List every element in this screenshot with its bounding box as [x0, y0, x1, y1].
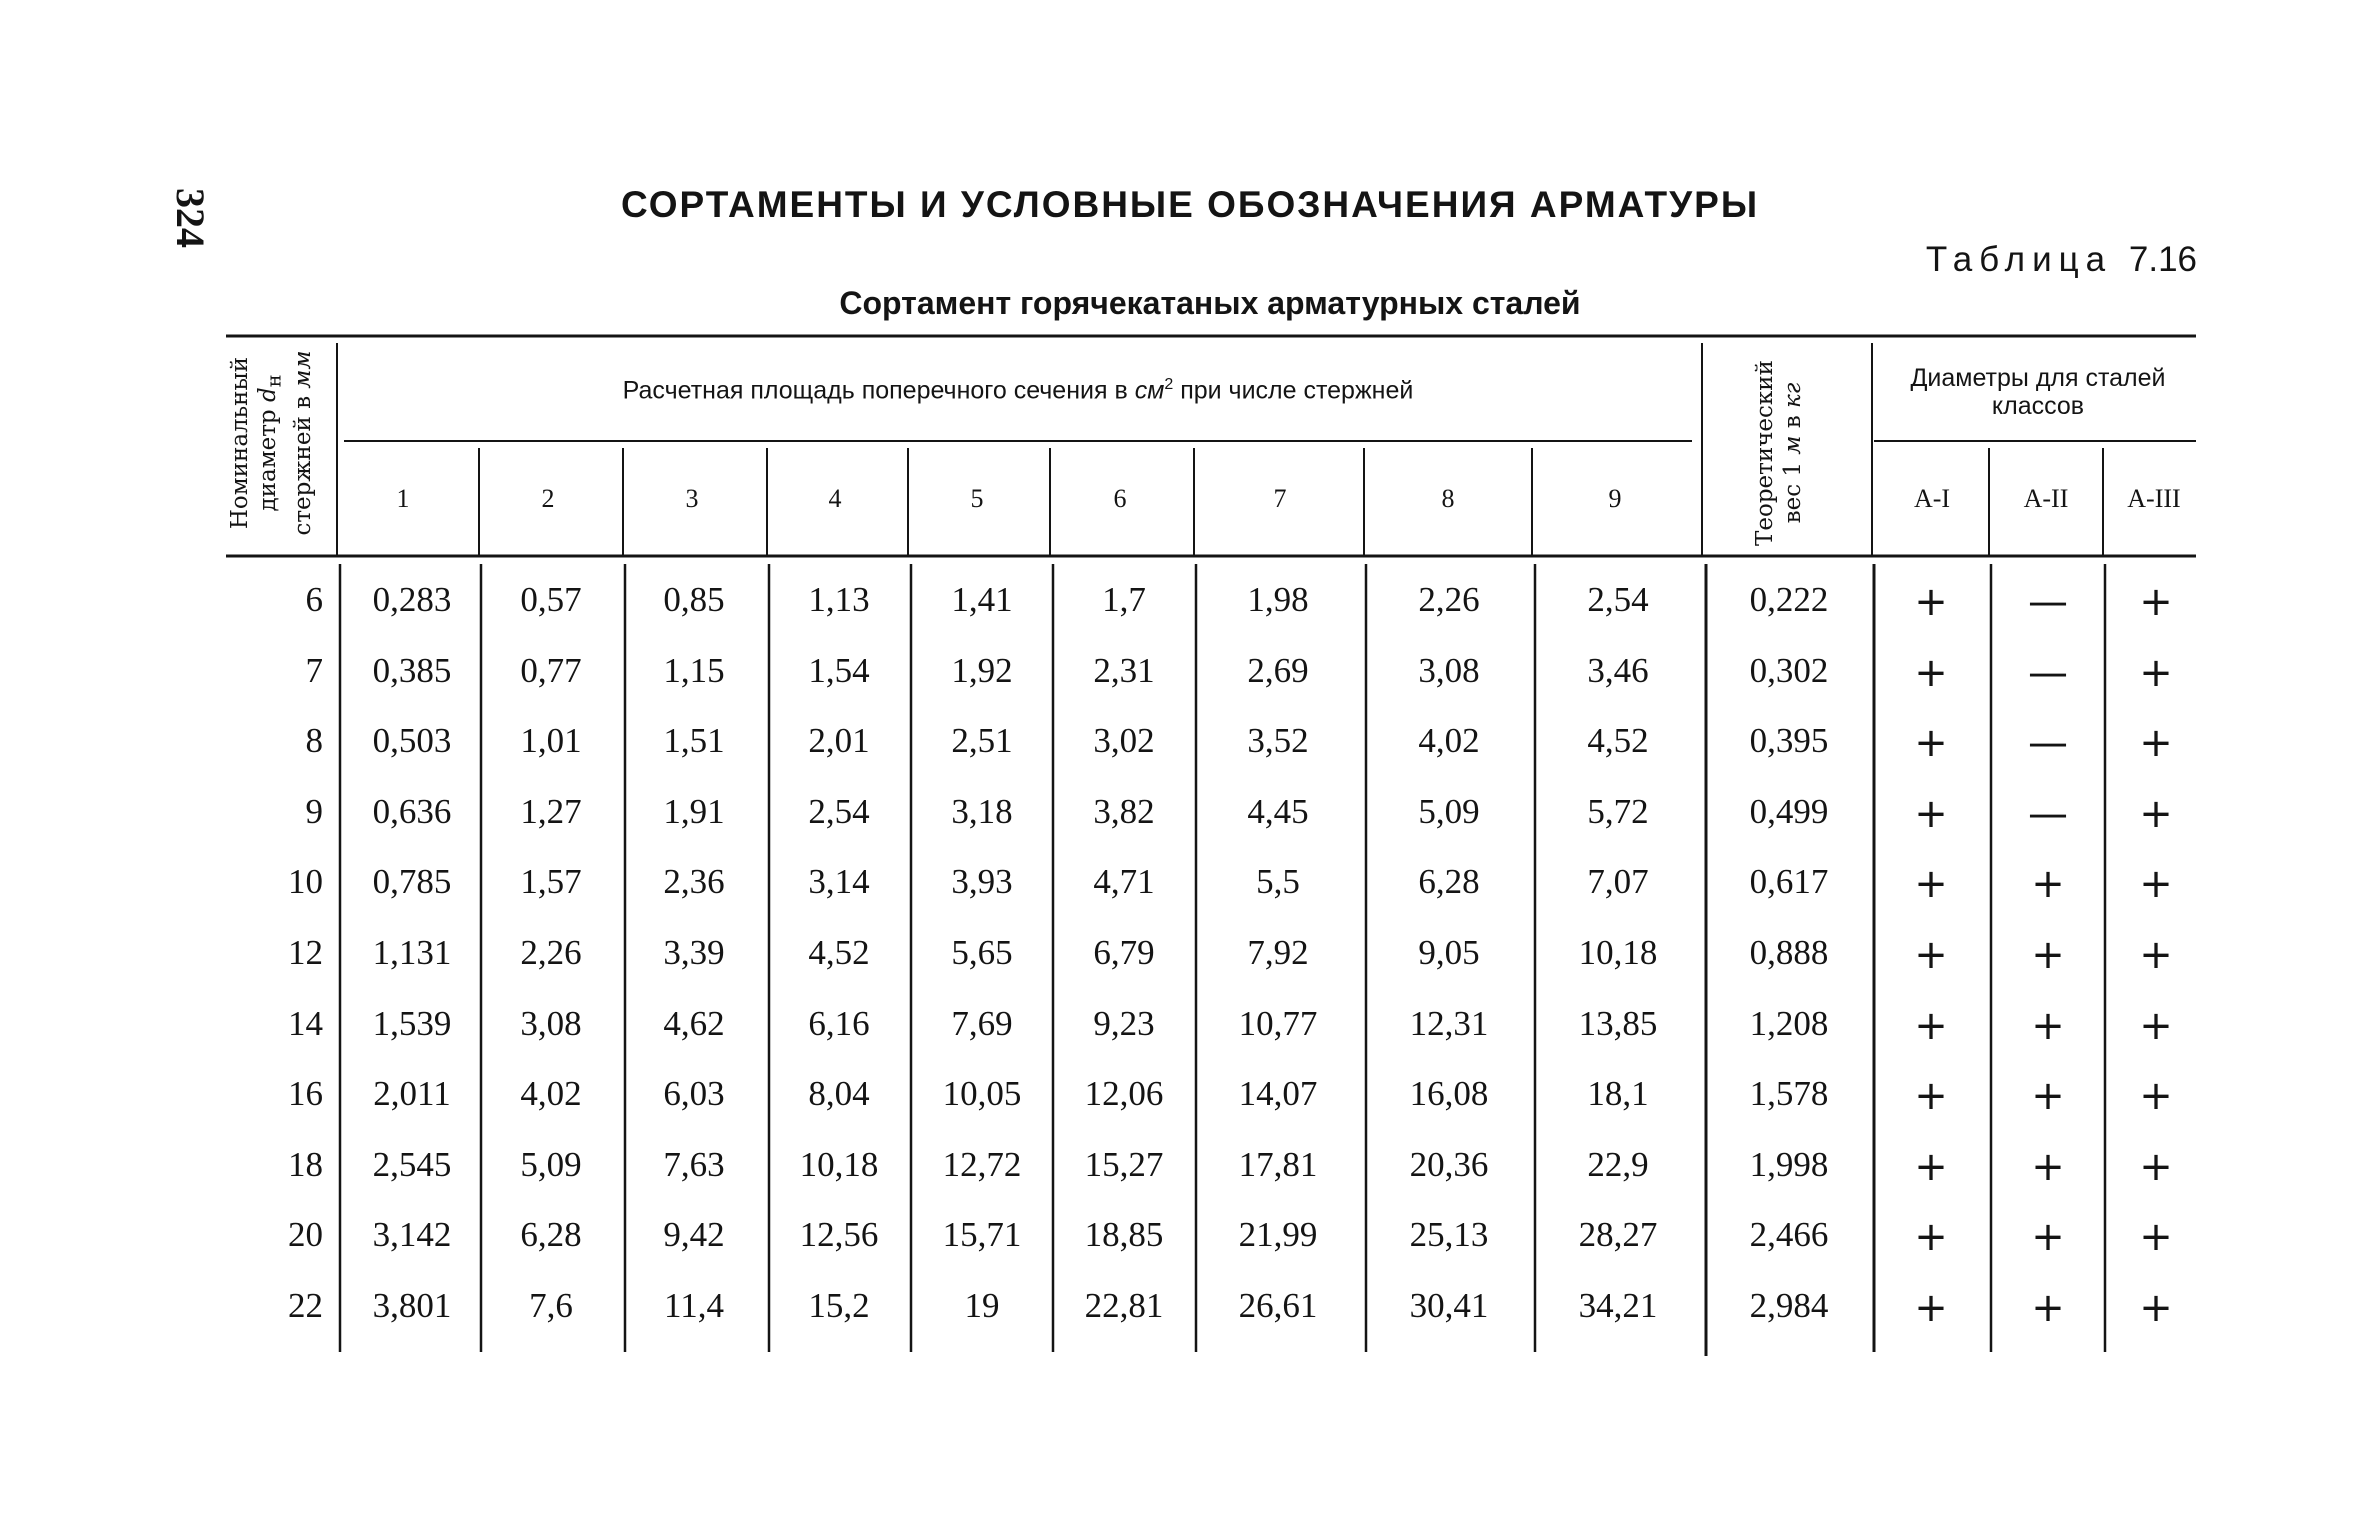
- cell-area: 3,46: [1587, 650, 1649, 690]
- cell-area: 6,79: [1093, 933, 1155, 972]
- class-header-a3: A-III: [2127, 484, 2181, 513]
- cell-area: 10,18: [1578, 933, 1658, 972]
- class-available-mark: +: [2031, 1002, 2065, 1049]
- cell-diameter: 9: [305, 791, 323, 831]
- cell-area: 6,16: [808, 1003, 870, 1043]
- page-number: 324: [168, 188, 213, 248]
- cell-area: 7,69: [951, 1003, 1013, 1043]
- header-diameter-line2: [254, 333, 289, 553]
- cell-area: 1,98: [1247, 580, 1309, 619]
- header-diameter: [226, 333, 326, 553]
- header-weight-line1: Теоретический: [1752, 360, 1778, 546]
- cell-diameter: 16: [288, 1074, 323, 1114]
- header-area-text-a: Расчетная площадь поперечного сечения в: [622, 376, 1135, 405]
- cell-area: 0,385: [372, 650, 452, 690]
- cell-area: 2,011: [373, 1074, 451, 1114]
- colnum-8: 8: [1441, 484, 1455, 513]
- cell-weight: 1,578: [1749, 1074, 1829, 1114]
- header-area-sup: 2: [1164, 376, 1174, 393]
- cell-area: 12,56: [799, 1215, 879, 1255]
- cell-area: 4,02: [1418, 721, 1480, 761]
- class-available-mark: +: [2139, 1073, 2173, 1120]
- cell-weight: 1,208: [1749, 1003, 1829, 1043]
- class-available-mark: +: [1914, 1214, 1948, 1261]
- class-header-a2: A-II: [2023, 484, 2069, 513]
- colnum-1: 1: [396, 484, 410, 513]
- header-classes: Диаметры для сталей классов: [1910, 364, 2166, 420]
- cell-area: 3,142: [372, 1215, 452, 1255]
- cell-area: 7,6: [529, 1286, 573, 1325]
- cell-weight: 0,302: [1749, 650, 1829, 690]
- cell-area: 34,21: [1578, 1286, 1658, 1325]
- cell-area: 20,36: [1409, 1144, 1489, 1184]
- class-available-mark: +: [2031, 1073, 2065, 1120]
- cell-area: 3,801: [372, 1286, 452, 1325]
- cell-diameter: 14: [288, 1003, 323, 1043]
- cell-area: 1,27: [520, 791, 582, 831]
- colnum-3: 3: [685, 484, 699, 513]
- cell-area: 0,77: [520, 650, 582, 690]
- cell-area: 3,18: [951, 791, 1013, 831]
- class-unavailable-mark: —: [2028, 720, 2068, 767]
- table-label: Таблица: [1925, 240, 2113, 279]
- cell-area: 4,52: [1587, 721, 1649, 761]
- table-number-value: 7.16: [2128, 240, 2197, 279]
- cell-area: 30,41: [1409, 1286, 1489, 1325]
- header-weight-line2-text: вес 1: [1780, 454, 1806, 524]
- cell-area: 12,06: [1084, 1074, 1164, 1114]
- cell-area: 1,57: [520, 862, 582, 902]
- cell-area: 2,51: [951, 721, 1013, 761]
- cell-area: 1,51: [663, 721, 725, 761]
- class-available-mark: +: [2139, 649, 2173, 696]
- cell-weight: 0,222: [1749, 580, 1829, 619]
- class-unavailable-mark: —: [2028, 579, 2068, 625]
- cell-area: 4,45: [1247, 791, 1309, 831]
- class-unavailable-mark: —: [2028, 790, 2068, 837]
- cell-area: 3,93: [951, 862, 1013, 902]
- header-diameter-line1: Номинальный: [227, 356, 253, 530]
- header-area: [344, 370, 1692, 405]
- colnum-4: 4: [828, 484, 842, 513]
- colnum-7: 7: [1273, 484, 1287, 513]
- cell-area: 9,42: [663, 1215, 725, 1255]
- cell-area: 5,09: [520, 1144, 582, 1184]
- cell-area: 12,72: [942, 1144, 1022, 1184]
- cell-area: 6,28: [520, 1215, 582, 1255]
- cell-area: 2,31: [1093, 650, 1155, 690]
- class-available-mark: +: [1914, 1285, 1948, 1331]
- class-available-mark: +: [2139, 720, 2173, 767]
- cell-area: 4,71: [1093, 862, 1155, 902]
- cell-area: 28,27: [1578, 1215, 1658, 1255]
- header-weight: [1751, 353, 1821, 553]
- cell-area: 2,54: [1587, 580, 1649, 619]
- class-available-mark: +: [2031, 861, 2065, 908]
- cell-area: 12,31: [1409, 1003, 1489, 1043]
- cell-area: 5,5: [1256, 862, 1300, 902]
- cell-area: 0,636: [372, 791, 452, 831]
- cell-area: 2,26: [520, 933, 582, 972]
- cell-weight: 0,617: [1749, 862, 1829, 902]
- cell-weight: 0,888: [1749, 933, 1829, 972]
- cell-diameter: 20: [288, 1215, 323, 1255]
- cell-area: 13,85: [1578, 1003, 1658, 1043]
- header-diameter-line3-text: стержней в: [289, 388, 316, 536]
- cell-area: 3,14: [808, 862, 870, 902]
- cell-area: 6,28: [1418, 862, 1480, 902]
- running-head: СОРТАМЕНТЫ И УСЛОВНЫЕ ОБОЗНАЧЕНИЯ АРМАТУРЫ: [620, 184, 1760, 225]
- cell-area: 4,02: [520, 1074, 582, 1114]
- cell-area: 6,03: [663, 1074, 725, 1114]
- cell-area: 1,01: [520, 721, 582, 761]
- class-available-mark: +: [1914, 1073, 1948, 1120]
- class-available-mark: +: [1914, 1143, 1948, 1190]
- cell-area: 15,2: [808, 1286, 870, 1325]
- cell-area: 5,65: [951, 933, 1013, 972]
- cell-area: 2,36: [663, 862, 725, 902]
- cell-area: 26,61: [1238, 1286, 1318, 1325]
- cell-area: 14,07: [1238, 1074, 1318, 1114]
- cell-area: 2,69: [1247, 650, 1309, 690]
- cell-area: 16,08: [1409, 1074, 1489, 1114]
- cell-area: 1,54: [808, 650, 870, 690]
- cell-area: 10,77: [1238, 1003, 1318, 1043]
- cell-diameter: 8: [305, 721, 323, 761]
- class-available-mark: +: [1914, 720, 1948, 767]
- cell-area: 5,72: [1587, 791, 1649, 831]
- class-available-mark: +: [2139, 932, 2173, 978]
- cell-diameter: 12: [288, 933, 323, 972]
- class-available-mark: +: [2031, 932, 2065, 978]
- cell-area: 9,05: [1418, 933, 1480, 972]
- cell-area: 7,92: [1247, 933, 1309, 972]
- cell-diameter: 7: [305, 650, 323, 690]
- header-diameter-line2-text: диаметр: [255, 402, 281, 512]
- cell-area: 0,283: [372, 580, 452, 619]
- colnum-5: 5: [970, 484, 984, 513]
- cell-area: 19: [964, 1286, 1000, 1325]
- header-weight-line2: [1779, 353, 1807, 553]
- cell-area: 3,39: [663, 933, 725, 972]
- cell-area: 1,92: [951, 650, 1013, 690]
- class-available-mark: +: [1914, 579, 1948, 625]
- cell-area: 3,08: [1418, 650, 1480, 690]
- cell-area: 1,41: [951, 580, 1013, 619]
- header-weight-mid: в: [1780, 408, 1806, 436]
- cell-area: 22,81: [1084, 1286, 1164, 1325]
- header-diameter-unit: мм: [289, 350, 316, 389]
- cell-weight: 0,395: [1749, 721, 1829, 761]
- class-available-mark: +: [2031, 1214, 2065, 1261]
- cell-area: 15,27: [1084, 1144, 1164, 1184]
- header-weight-unit2: кг: [1780, 382, 1806, 408]
- cell-area: 8,04: [808, 1074, 870, 1114]
- header-area-text-b: при числе стержней: [1173, 376, 1414, 405]
- cell-area: 18,1: [1587, 1074, 1649, 1114]
- cell-area: 1,7: [1102, 580, 1146, 619]
- colnum-6: 6: [1113, 484, 1127, 513]
- cell-weight: 1,998: [1749, 1144, 1829, 1184]
- cell-area: 1,131: [372, 933, 452, 972]
- cell-weight: 0,499: [1749, 791, 1829, 831]
- header-diameter-line3: [289, 333, 317, 553]
- cell-area: 7,63: [663, 1144, 725, 1184]
- cell-area: 3,82: [1093, 791, 1155, 831]
- class-available-mark: +: [2139, 1002, 2173, 1049]
- cell-area: 15,71: [942, 1215, 1022, 1255]
- table-caption: Сортамент горячекатаных арматурных сталей: [839, 285, 1581, 321]
- cell-area: 0,785: [372, 862, 452, 902]
- cell-area: 11,4: [664, 1286, 724, 1325]
- cell-area: 18,85: [1084, 1215, 1164, 1255]
- class-available-mark: +: [2031, 1285, 2065, 1331]
- cell-area: 2,26: [1418, 580, 1480, 619]
- cell-area: 25,13: [1409, 1215, 1489, 1255]
- class-available-mark: +: [2139, 790, 2173, 837]
- class-available-mark: +: [2139, 1214, 2173, 1261]
- cell-area: 7,07: [1587, 862, 1649, 902]
- cell-area: 4,52: [808, 933, 870, 972]
- header-area-unit: см: [1134, 376, 1165, 405]
- header-diameter-symbol: d: [255, 387, 281, 403]
- header-weight-unit1: м: [1780, 435, 1806, 455]
- cell-diameter: 6: [305, 580, 323, 619]
- cell-area: 3,52: [1247, 721, 1309, 761]
- cell-area: 10,05: [942, 1074, 1022, 1114]
- cell-area: 1,539: [372, 1003, 452, 1043]
- cell-area: 0,57: [520, 580, 582, 619]
- cell-area: 1,13: [808, 580, 870, 619]
- cell-area: 21,99: [1238, 1215, 1318, 1255]
- cell-area: 3,08: [520, 1003, 582, 1043]
- cell-area: 17,81: [1238, 1144, 1318, 1184]
- cell-diameter: 10: [288, 862, 323, 902]
- cell-area: 2,545: [372, 1144, 452, 1184]
- cell-area: 1,15: [663, 650, 725, 690]
- cell-area: 4,62: [663, 1003, 725, 1043]
- class-available-mark: +: [2139, 1143, 2173, 1190]
- cell-diameter: 22: [288, 1286, 323, 1325]
- class-available-mark: +: [2031, 1143, 2065, 1190]
- class-available-mark: +: [1914, 932, 1948, 978]
- class-header-a1: A-I: [1913, 484, 1951, 513]
- class-available-mark: +: [2139, 1285, 2173, 1331]
- cell-area: 0,503: [372, 721, 452, 761]
- class-available-mark: +: [1914, 790, 1948, 837]
- cell-diameter: 18: [288, 1144, 323, 1184]
- cell-weight: 2,466: [1749, 1215, 1829, 1255]
- cell-weight: 2,984: [1749, 1286, 1829, 1325]
- header-diameter-subscript: н: [262, 374, 286, 388]
- colnum-2: 2: [541, 484, 555, 513]
- class-available-mark: +: [2139, 861, 2173, 908]
- colnum-9: 9: [1608, 484, 1622, 513]
- class-available-mark: +: [1914, 861, 1948, 908]
- class-available-mark: +: [1914, 1002, 1948, 1049]
- cell-area: 1,91: [663, 791, 725, 831]
- cell-area: 5,09: [1418, 791, 1480, 831]
- cell-area: 22,9: [1587, 1144, 1649, 1184]
- cell-area: 9,23: [1093, 1003, 1155, 1043]
- cell-area: 0,85: [663, 580, 725, 619]
- class-available-mark: +: [1914, 649, 1948, 696]
- cell-area: 3,02: [1093, 721, 1155, 761]
- cell-area: 2,01: [808, 721, 870, 761]
- class-available-mark: +: [2139, 579, 2173, 625]
- class-unavailable-mark: —: [2028, 649, 2068, 696]
- table-number: [1926, 240, 2197, 280]
- cell-area: 10,18: [799, 1144, 879, 1184]
- cell-area: 2,54: [808, 791, 870, 831]
